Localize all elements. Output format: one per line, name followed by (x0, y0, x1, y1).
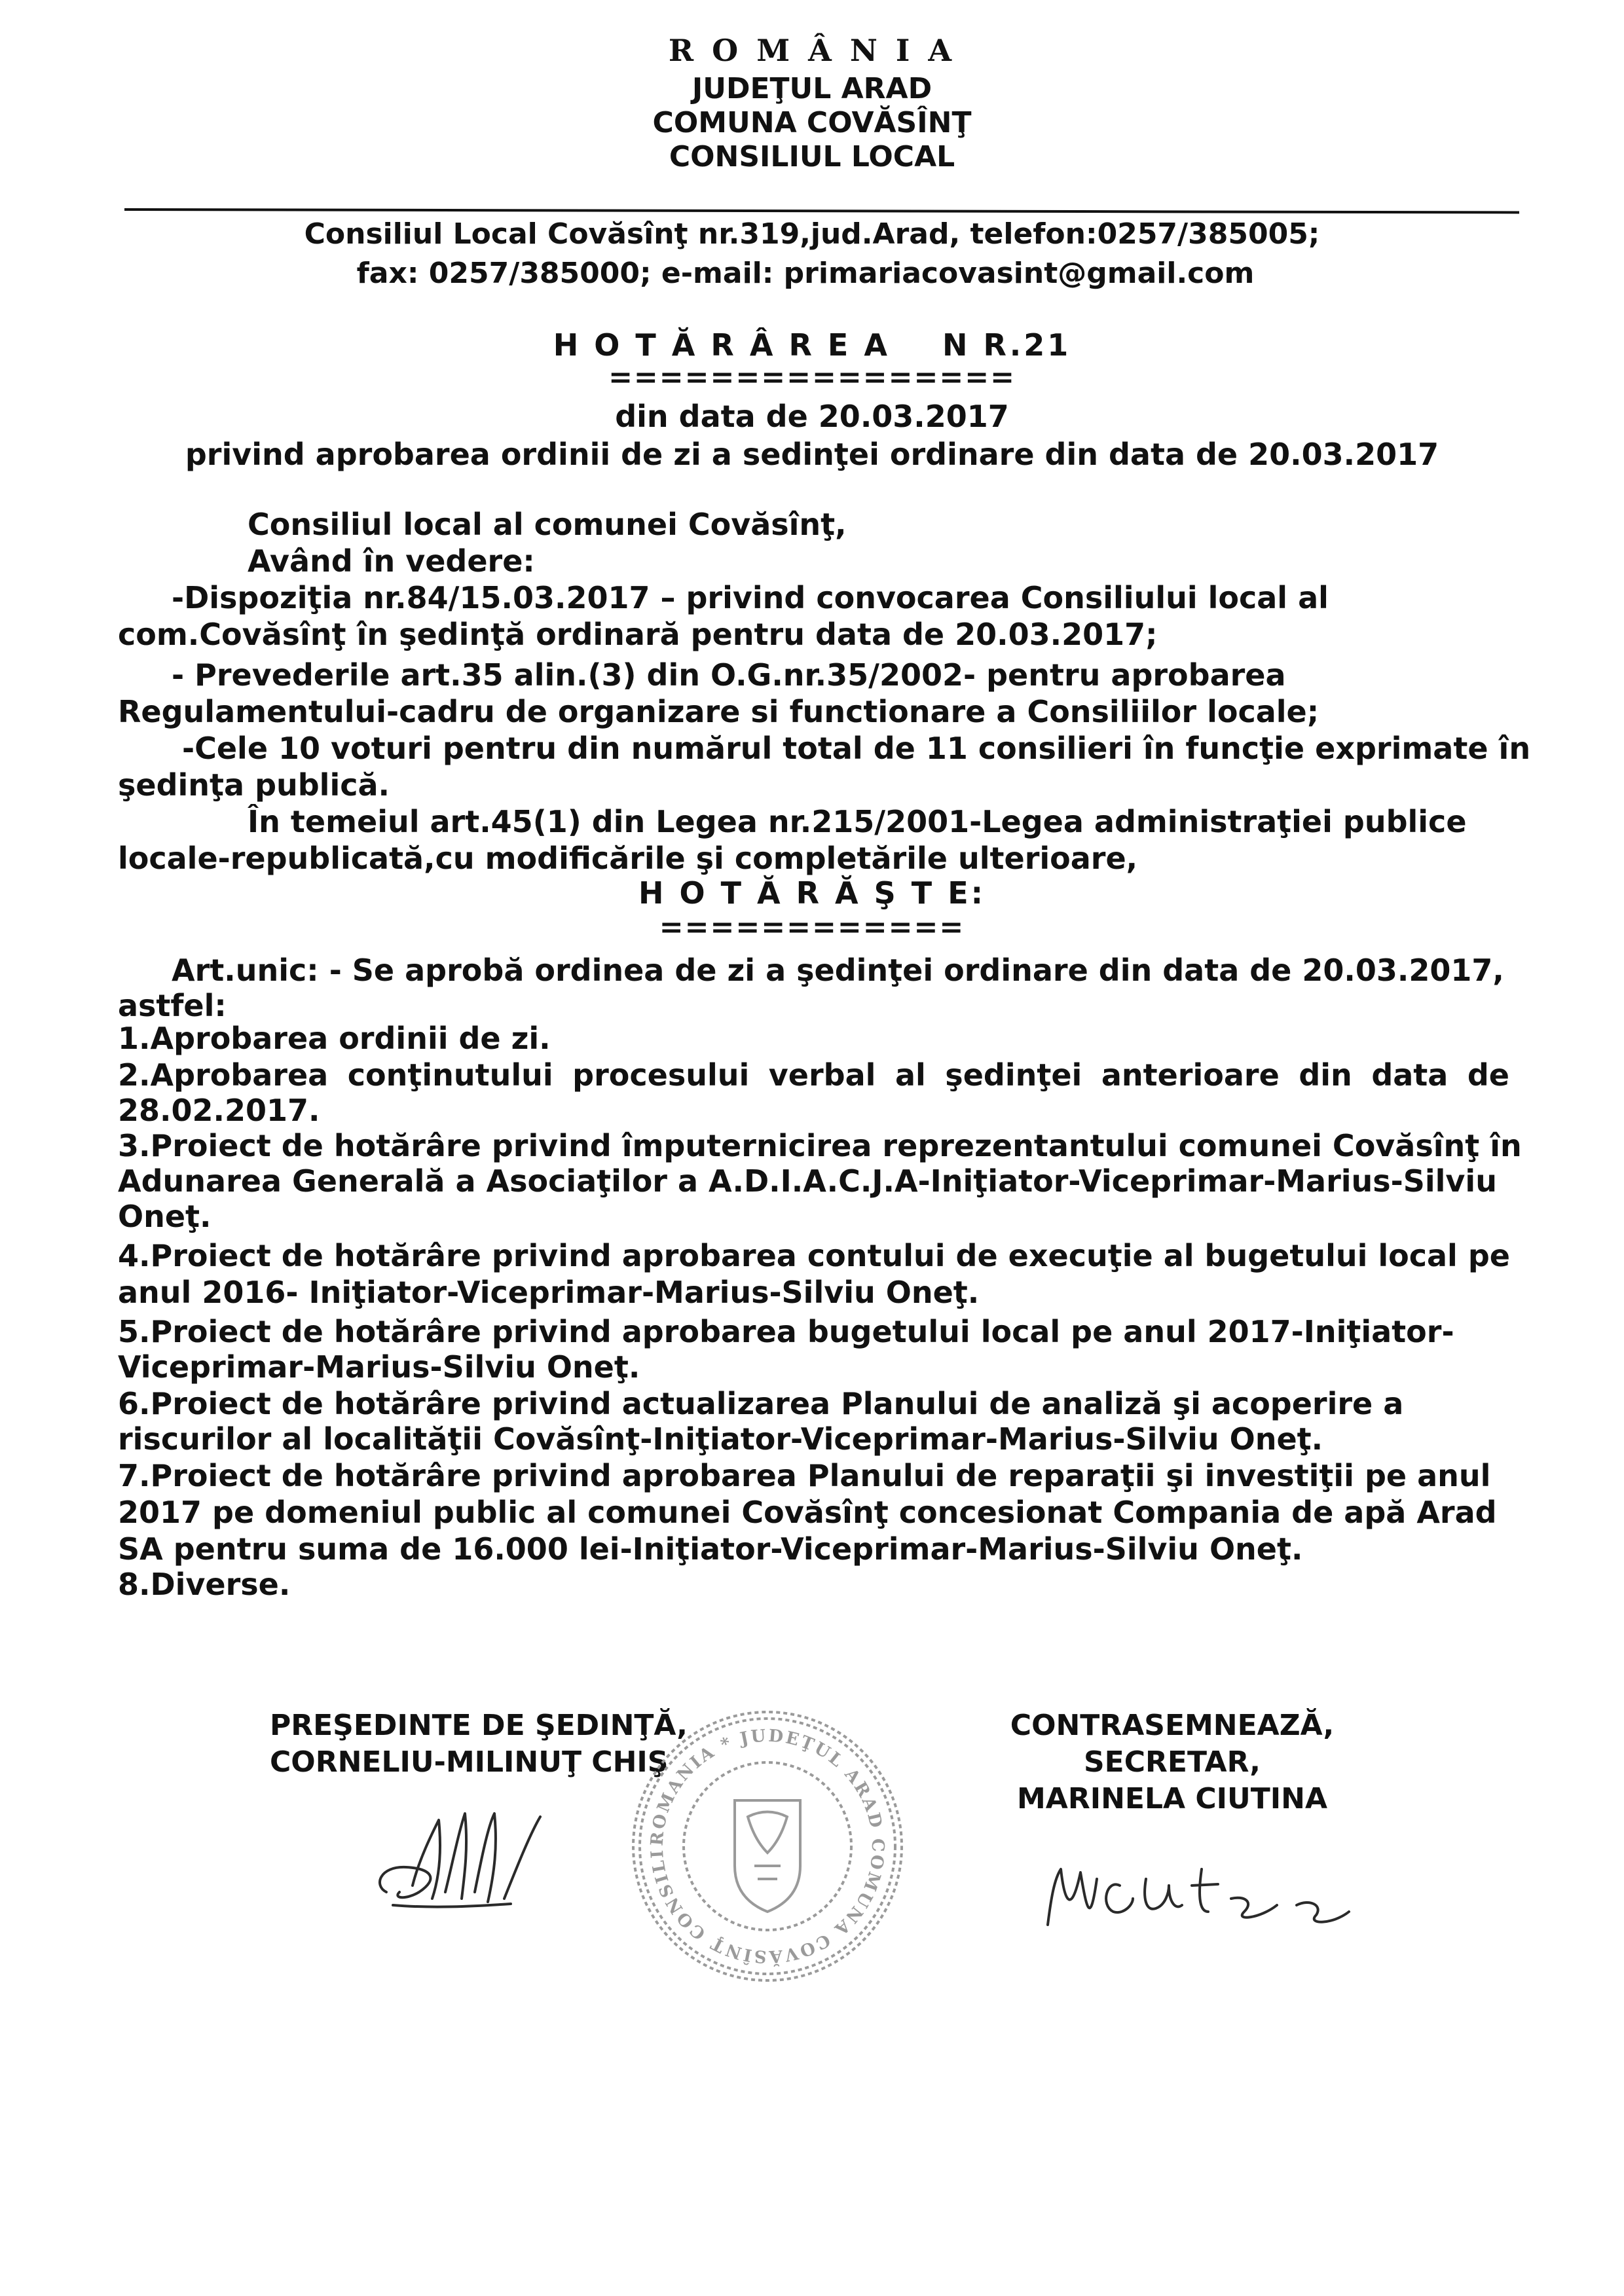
preamble-p1-a: -Dispoziţia nr.84/15.03.2017 – privind convocarea Consiliului local al (172, 580, 1329, 615)
president-title: PREŞEDINTE DE ŞEDINŢĂ, (270, 1709, 688, 1742)
preamble-p2-a: - Prevederile art.35 alin.(3) din O.G.nr.35/2002- pentru aprobarea (172, 657, 1286, 693)
header-commune: COMUNA COVĂSÎNŢ (652, 106, 972, 139)
preamble-having: Având în vedere: (248, 543, 535, 579)
agenda-item-7-c: SA pentru suma de 16.000 lei-Iniţiator-Viceprimar-Marius-Silviu Oneţ. (118, 1531, 1303, 1567)
agenda-item-7-b: 2017 pe domeniul public al comunei Covăsînţ concesionat Compania de apă Arad (118, 1495, 1497, 1530)
preamble-p3-b: şedinţa publică. (118, 767, 390, 803)
agenda-item-3-c: Oneţ. (118, 1199, 212, 1234)
article-line-a: Art.unic: - Se aprobă ordinea de zi a şedinţei ordinare din data de 20.03.2017, (172, 953, 1504, 988)
decision-title: H O T Ă R Â R E A N R.21 (553, 327, 1071, 363)
secretary-signature (1035, 1833, 1375, 1951)
header-country: R O M Â N I A (668, 33, 956, 68)
decision-subject: privind aprobarea ordinii de zi a sedinţei ordinare din data de 20.03.2017 (185, 437, 1439, 472)
agenda-item-7-a: 7.Proiect de hotărâre privind aprobarea Planului de reparaţii şi investiţii pe anul (118, 1458, 1491, 1493)
agenda-item-3-a: 3.Proiect de hotărâre privind împuternicirea reprezentantului comunei Covăsînţ în (118, 1128, 1522, 1163)
secretary-name: MARINELA CIUTINA (1016, 1782, 1328, 1815)
agenda-item-3-b: Adunarea Generală a Asociaţilor a A.D.I.A.C.J.A-Iniţiator-Viceprimar-Marius-Silviu (118, 1163, 1497, 1199)
agenda-item-2-a: 2.Aprobarea conţinutului procesului verbal al şedinţei anterioare din data de (118, 1057, 1509, 1093)
header-divider (124, 208, 1519, 213)
decides-title: H O T Ă R Ă Ş T E: (638, 875, 986, 911)
official-stamp (615, 1687, 912, 1990)
coat-of-arms-icon (735, 1800, 800, 1912)
stamp-text: ROMANIA * JUDEŢUL ARAD COMUNA COVĂSÎNŢ CONSILIUL LOCAL (615, 1687, 888, 1967)
preamble-p4-a: În temeiul art.45(1) din Legea nr.215/2001-Legea administraţiei publice (248, 804, 1467, 839)
agenda-item-4-a: 4.Proiect de hotărâre privind aprobarea contului de execuţie al bugetului local pe (118, 1238, 1510, 1273)
contact-line-2: fax: 0257/385000; e-mail: primariacovasint@gmail.com (356, 257, 1255, 290)
secretary-role: SECRETAR, (1083, 1745, 1261, 1779)
agenda-item-8: 8.Diverse. (118, 1567, 291, 1602)
decides-rule: ============ (659, 911, 965, 944)
agenda-item-4-b: anul 2016- Iniţiator-Viceprimar-Marius-Silviu Oneţ. (118, 1275, 980, 1310)
header-council: CONSILIUL LOCAL (669, 140, 955, 173)
preamble-p2-b: Regulamentului-cadru de organizare si functionare a Consiliilor locale; (118, 694, 1320, 729)
agenda-item-1: 1.Aprobarea ordinii de zi. (118, 1021, 551, 1056)
president-signature (367, 1794, 583, 1925)
president-name: CORNELIU-MILINUŢ CHIŞ (270, 1745, 669, 1779)
header-county: JUDEŢUL ARAD (692, 72, 932, 105)
agenda-item-6-a: 6.Proiect de hotărâre privind actualizarea Planului de analiză şi acoperire a (118, 1386, 1404, 1421)
agenda-item-5-b: Viceprimar-Marius-Silviu Oneţ. (118, 1349, 640, 1385)
preamble-p1-b: com.Covăsînţ în şedinţă ordinară pentru data de 20.03.2017; (118, 617, 1158, 652)
agenda-item-2-b: 28.02.2017. (118, 1093, 320, 1128)
secretary-title: CONTRASEMNEAZĂ, (1010, 1709, 1335, 1742)
article-line-b: astfel: (118, 988, 227, 1023)
preamble-council: Consiliul local al comunei Covăsînţ, (248, 507, 847, 542)
agenda-item-6-b: riscurilor al localităţii Covăsînţ-Iniţiator-Viceprimar-Marius-Silviu Oneţ. (118, 1421, 1323, 1457)
contact-line-1: Consiliul Local Covăsînţ nr.319,jud.Arad, telefon:0257/385005; (304, 217, 1320, 251)
preamble-p4-b: locale-republicată,cu modificările şi completările ulterioare, (118, 841, 1138, 876)
decision-date: din data de 20.03.2017 (615, 399, 1009, 434)
preamble-p3-a: -Cele 10 voturi pentru din numărul total de 11 consilieri în funcţie exprimate în (182, 731, 1531, 766)
agenda-item-5-a: 5.Proiect de hotărâre privind aprobarea bugetului local pe anul 2017-Iniţiator- (118, 1314, 1454, 1349)
decision-title-rule: ================ (608, 361, 1016, 394)
